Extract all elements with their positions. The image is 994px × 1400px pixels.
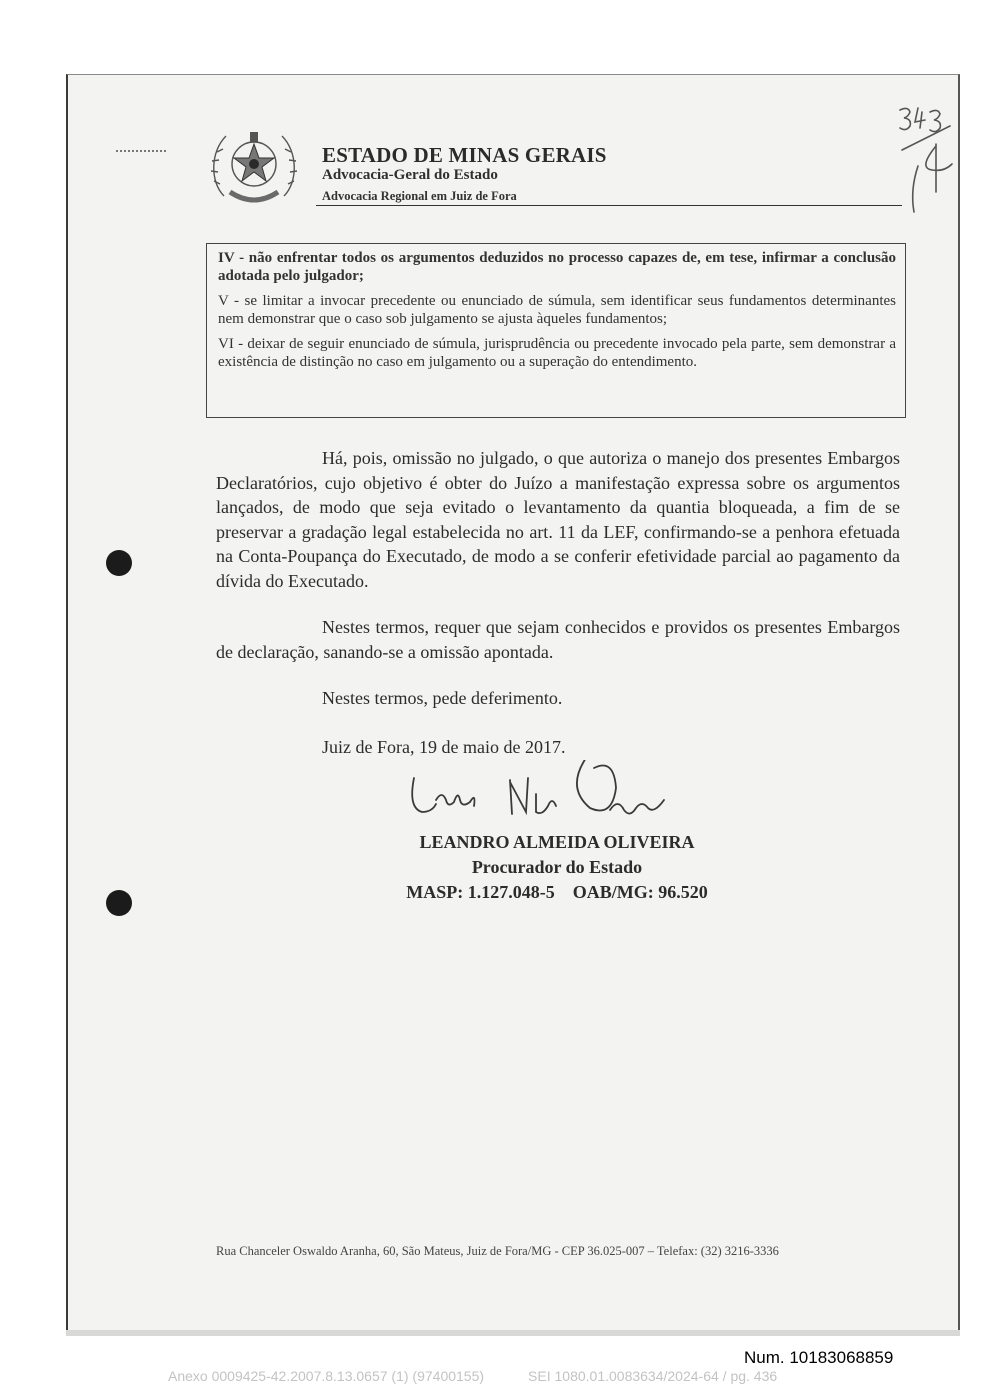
punch-hole-top: [106, 550, 132, 576]
pencil-mark: [116, 150, 166, 153]
scan-edge: [66, 1330, 960, 1336]
annex-reference: Anexo 0009425-42.2007.8.13.0657 (1) (97400155): [168, 1368, 485, 1384]
place-date-line: [216, 735, 900, 760]
body-paragraph-1: [216, 446, 900, 593]
footer-address: Rua Chanceler Oswaldo Aranha, 60, São Mateus, Juiz de Fora/MG - CEP 36.025-007 – Telefax: (32) 3216-3336: [216, 1244, 779, 1258]
header-subtitle: Advocacia-Geral do Estado: [322, 167, 498, 183]
quote-item-iv: IV - não enfrentar todos os argumentos deduzidos no processo capazes de, em tese, infirmar a conclusão adotada pelo julgador;: [218, 250, 896, 284]
body-paragraph-2: [216, 615, 900, 664]
header-rule: [316, 205, 902, 206]
annex-footer: [168, 1368, 777, 1384]
header-title: ESTADO DE MINAS GERAIS: [322, 143, 607, 167]
quote-item-vi: VI - deixar de seguir enunciado de súmula, jurisprudência ou precedente invocado pela parte, sem demonstrar a existência de distinção no caso em julgamento ou a superação do entendimento.: [218, 336, 896, 370]
signer-registration: MASP: 1.127.048-5 OAB/MG: 96.520: [406, 882, 708, 902]
sei-reference: SEI 1080.01.0083634/2024-64 / pg. 436: [528, 1368, 778, 1384]
punch-hole-bottom: [106, 890, 132, 916]
handwritten-page-number: [896, 104, 956, 214]
document-number: Num. 10183068859: [744, 1348, 894, 1367]
signer-name: LEANDRO ALMEIDA OLIVEIRA: [419, 832, 695, 852]
closing-line: [216, 686, 900, 711]
quote-item-v: V - se limitar a invocar precedente ou enunciado de súmula, sem identificar seus fundamentos determinantes nem demonstrar que o caso sob julgamento se ajusta àqueles fundamentos;: [218, 293, 896, 327]
handwritten-signature: [406, 760, 696, 820]
quoted-article-box: [206, 243, 906, 418]
place-date-text: Juiz de Fora, 19 de maio de 2017.: [322, 737, 566, 757]
paragraph-2-text: Nestes termos, requer que sejam conhecidos e providos os presentes Embargos de declaração, sanando-se a omissão apontada.: [216, 617, 900, 662]
paragraph-1-text: Há, pois, omissão no julgado, o que autoriza o manejo dos presentes Embargos Declaratórios, cujo objetivo é obter do Juízo a manifestação expressa sobre os argumentos lançados, de modo que seja evitado o levantamento da quantia bloqueada, a fim de se preservar a gradação legal estabelecida no art. 11 da LEF, confirmando-se a penhora efetuada na Conta-Poupança do Executado, de modo a se conferir efetividade parcial ao pagamento da dívida do Executado.: [216, 448, 900, 591]
signer-role: Procurador do Estado: [471, 857, 643, 877]
closing-text: Nestes termos, pede deferimento.: [322, 688, 563, 708]
header-department: Advocacia Regional em Juiz de Fora: [322, 189, 517, 203]
state-seal-icon: [206, 124, 302, 212]
